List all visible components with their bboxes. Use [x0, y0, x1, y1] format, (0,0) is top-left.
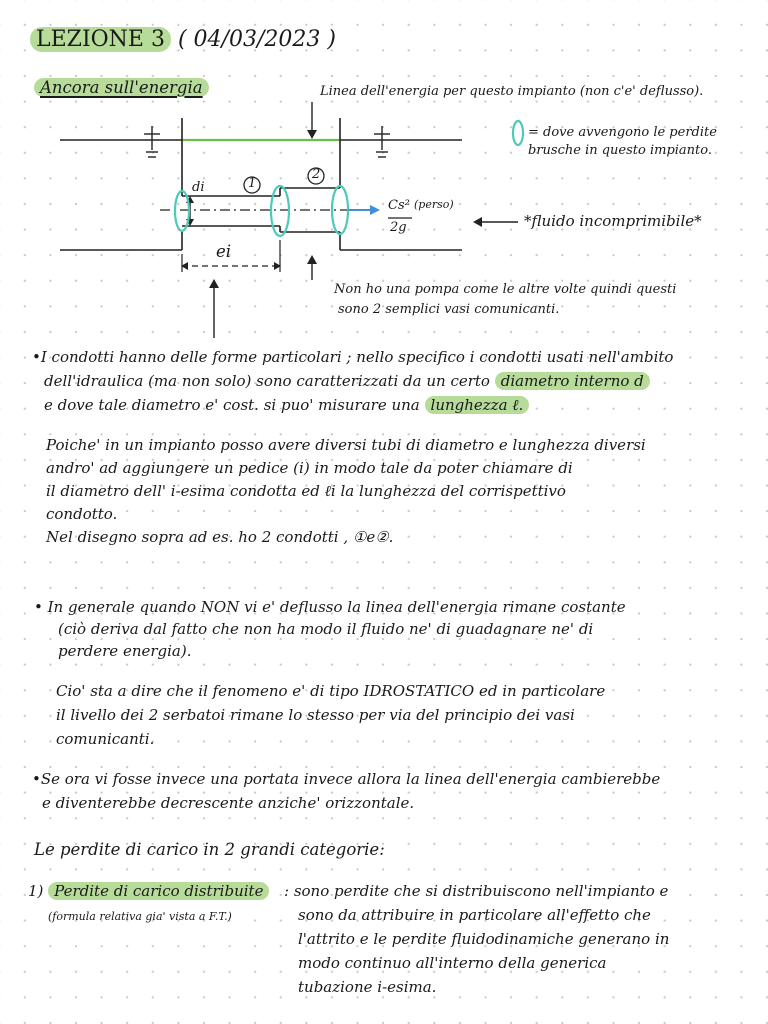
- pump-note-line2: sono 2 semplici vasi comunicanti.: [338, 302, 560, 317]
- p3-line2: (ciò deriva dal fatto che non ha modo il fluido ne' di guadagnare ne' di: [58, 620, 594, 638]
- p3-line4: Cio' sta a dire che il fenomeno e' di tipo IDROSTATICO ed in particolare: [56, 682, 606, 700]
- diameter-label: di: [192, 180, 205, 195]
- loss-marker-inlet: [175, 191, 189, 231]
- p5-line1: Le perdite di carico in 2 grandi categorie:: [34, 840, 385, 859]
- highlight-internal-diameter: diametro interno d: [495, 372, 650, 390]
- p6-line3: l'attrito e le perdite fluidodinamiche generano in: [298, 930, 670, 948]
- p6-item-sub: (formula relativa gia' vista a F.T.): [48, 910, 232, 923]
- velocity-head-denominator: 2g: [390, 220, 407, 235]
- section-title-text: Ancora sull'energia: [34, 78, 209, 97]
- p1-line1: •I condotti hanno delle forme particolari ; nello specifico i condotti usati nell'ambito: [32, 348, 674, 366]
- velocity-head-numerator: Cs²: [388, 198, 410, 213]
- right-water-level-icon: [374, 126, 390, 157]
- p1-line2: dell'idraulica (ma non solo) sono caratterizzati da un certo diametro interno d: [44, 372, 650, 390]
- highlight-distributed-losses: Perdite di carico distribuite: [48, 882, 269, 900]
- p6-item-title: 1) Perdite di carico distribuite: [28, 882, 269, 900]
- lesson-label: LEZIONE 3: [30, 27, 171, 52]
- p3-line5: il livello dei 2 serbatoi rimane lo stesso per via del principio dei vasi: [56, 706, 575, 724]
- lesson-date: ( 04/03/2023 ): [177, 27, 336, 52]
- length-label: ei: [216, 242, 232, 261]
- p2-line5: Nel disegno sopra ad es. ho 2 condotti , ①e②.: [46, 528, 394, 546]
- p3-line1: • In generale quando NON vi e' deflusso la linea dell'energia rimane costante: [34, 598, 626, 616]
- energy-line-note: Linea dell'energia per questo impianto (non c'e' deflusso).: [320, 84, 704, 99]
- p2-line3: il diametro dell' i-esima condotta ed ℓi la lunghezza del corrispettivo: [46, 482, 566, 500]
- p6-line5: tubazione i-esima.: [298, 978, 437, 996]
- losses-legend: = dove avvengono le perdite brusche in questo impianto.: [528, 125, 717, 158]
- p2-line1: Poiche' in un impianto posso avere diversi tubi di diametro e lunghezza diversi: [46, 436, 646, 454]
- p3-line3: perdere energia).: [58, 642, 192, 660]
- pipe-2-number: 2: [312, 167, 321, 182]
- p2-line2: andro' ad aggiungere un pedice (i) in modo tale da poter chiamare di: [46, 459, 573, 477]
- left-water-level-icon: [144, 126, 160, 157]
- p4-line2: e diventerebbe decrescente anziche' orizzontale.: [42, 794, 415, 812]
- p6-line2: sono da attribuire in particolare all'effetto che: [298, 906, 651, 924]
- p6-line4: modo continuo all'interno della generica: [298, 954, 607, 972]
- pump-note-line1: Non ho una pompa come le altre volte quindi questi: [334, 282, 677, 297]
- fluid-note: *fluido incomprimibile*: [524, 212, 702, 230]
- p3-line6: comunicanti.: [56, 730, 155, 748]
- p6-line1: : sono perdite che si distribuiscono nell'impianto e: [284, 882, 669, 900]
- p4-line1: •Se ora vi fosse invece una portata invece allora la linea dell'energia cambierebbe: [32, 770, 661, 788]
- legend-loss-marker: [513, 121, 523, 145]
- p1-line3: e dove tale diametro e' cost. si puo' misurare una lunghezza ℓ.: [44, 396, 529, 415]
- pipe-1-number: 1: [248, 176, 257, 191]
- velocity-head-note: (perso): [414, 198, 454, 211]
- p2-line4: condotto.: [46, 505, 118, 523]
- highlight-length: lunghezza ℓ.: [425, 396, 530, 414]
